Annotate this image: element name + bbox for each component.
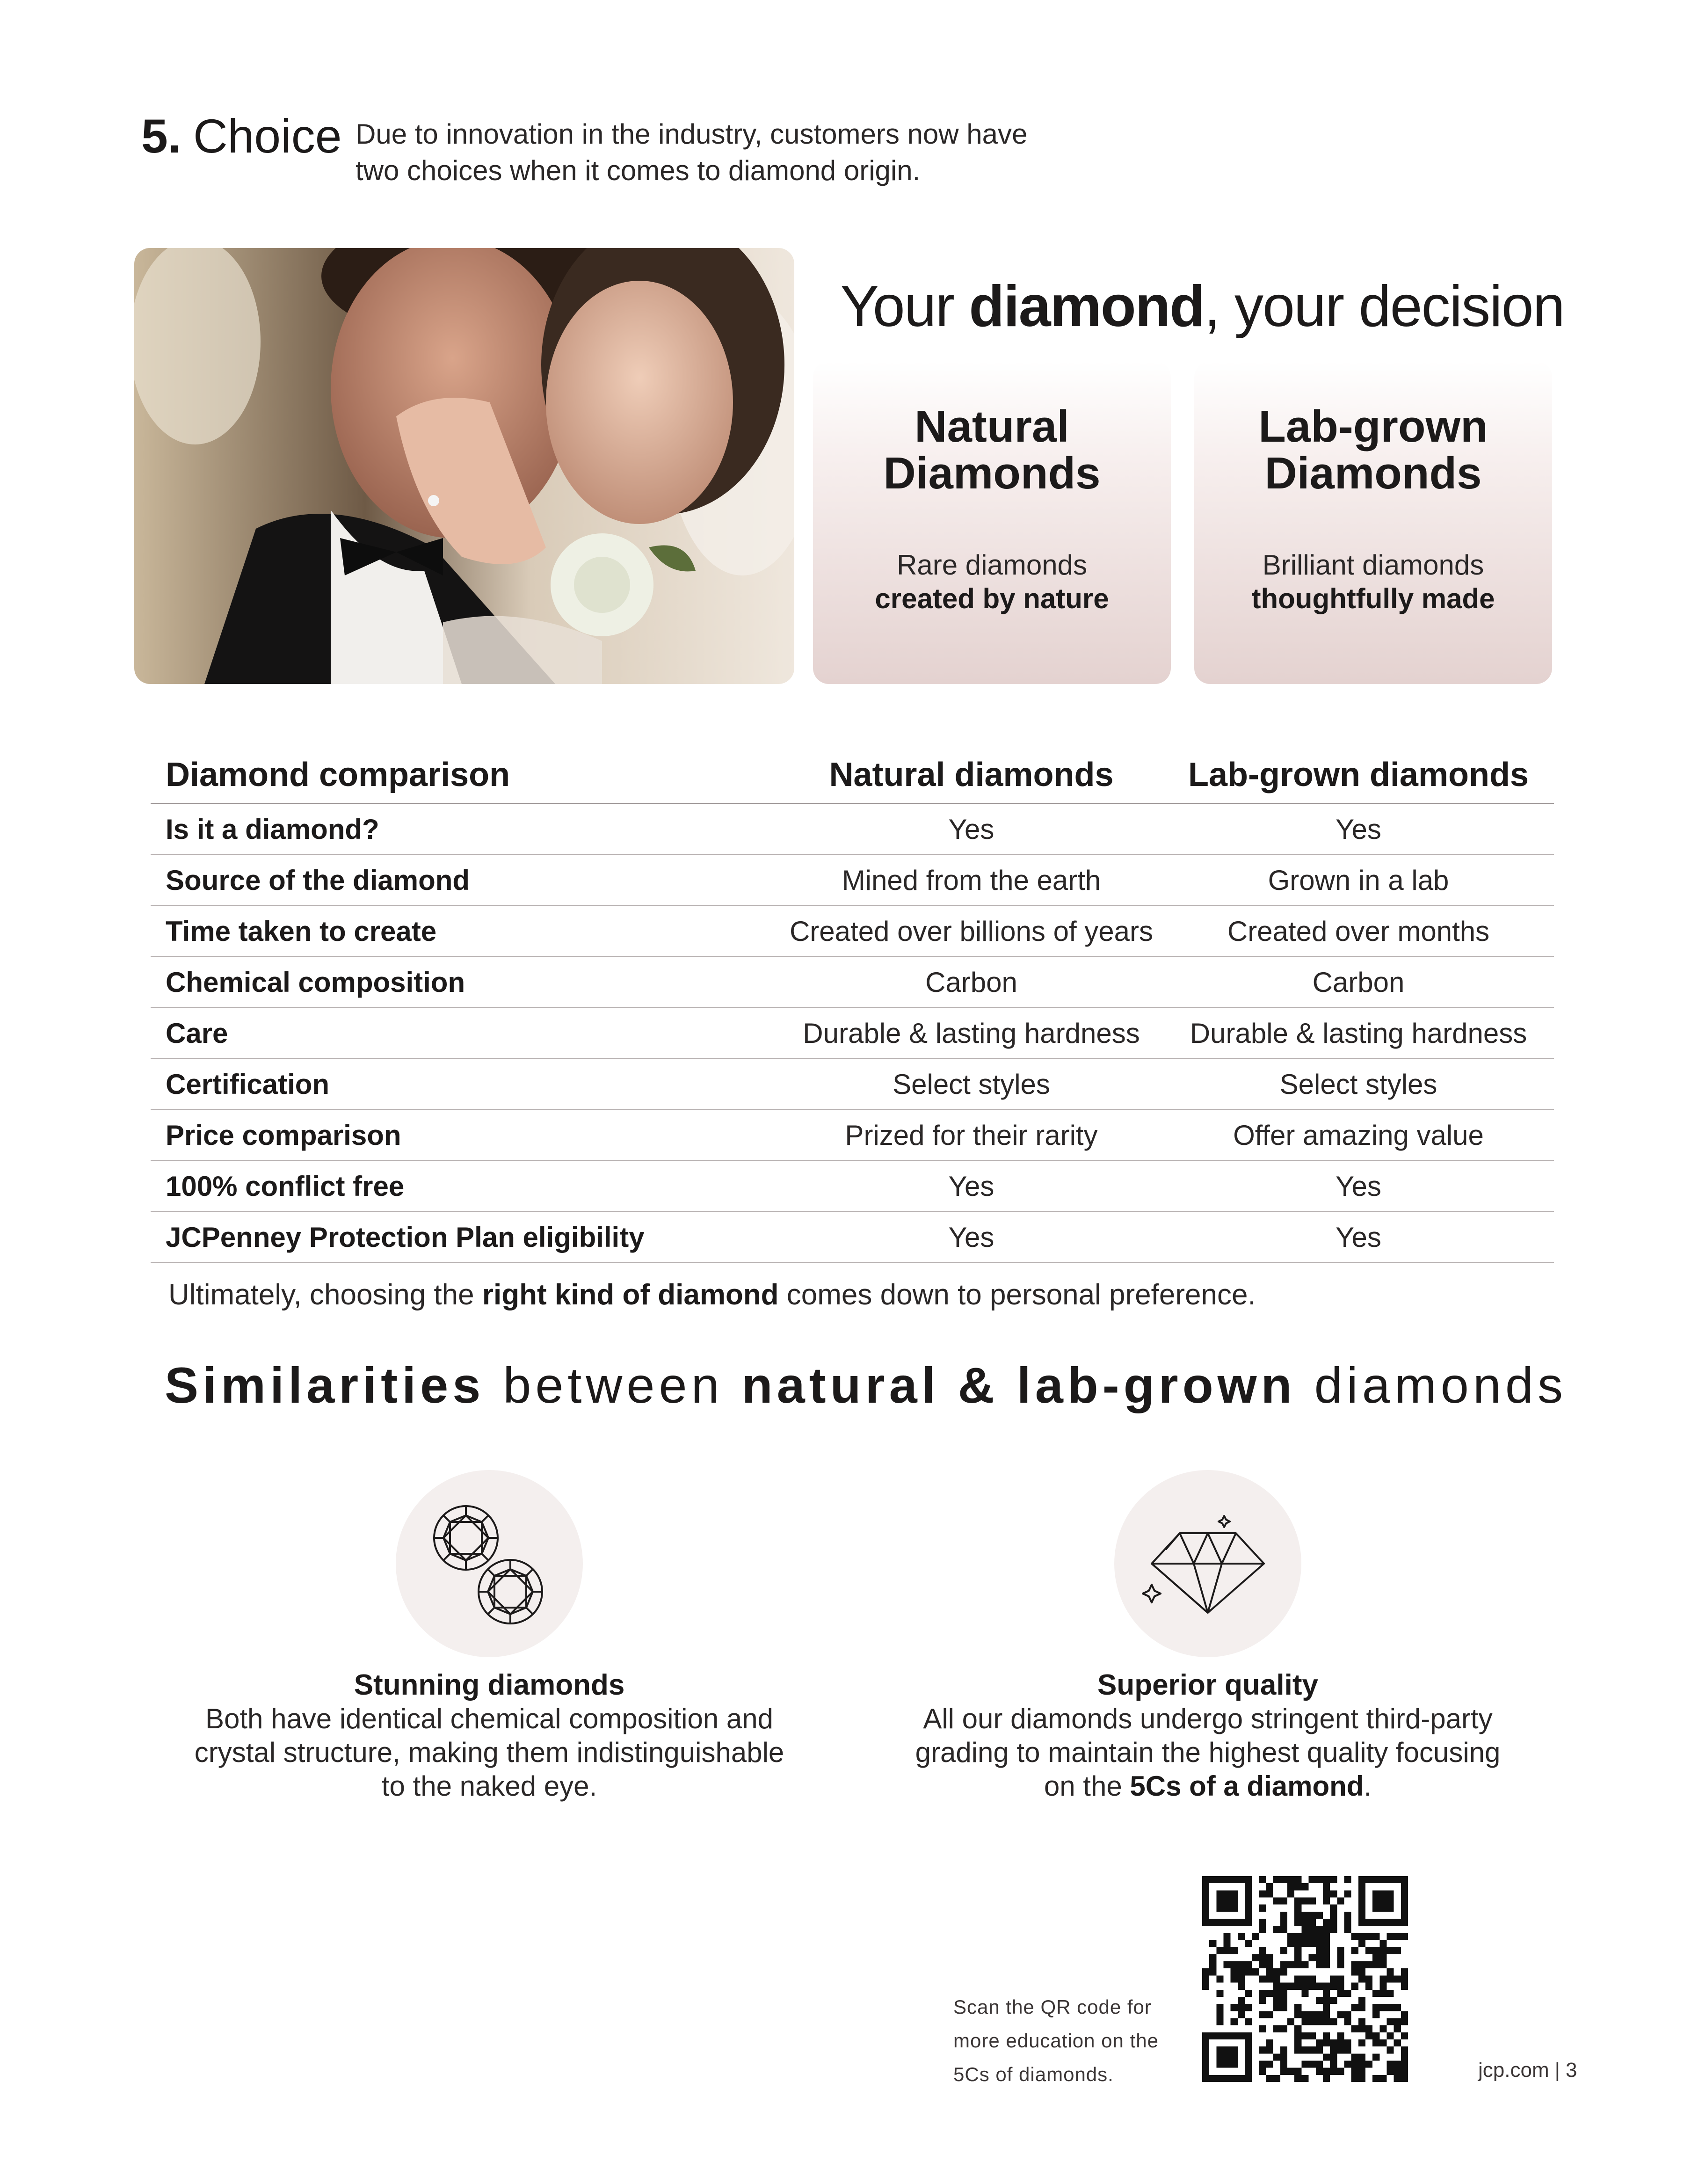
lab-grown-cell: Carbon — [1312, 966, 1405, 998]
natural-cell: Prized for their rarity — [845, 1119, 1098, 1151]
header-cell-lab-grown: Lab-grown diamonds — [1188, 756, 1529, 794]
header-cell-natural: Natural diamonds — [829, 756, 1114, 794]
row-label: 100% conflict free — [166, 1170, 405, 1202]
section-number: 5. — [141, 109, 181, 163]
similarity-stunning-diamonds — [162, 1668, 817, 1803]
row-label: Certification — [166, 1068, 330, 1100]
qr-caption — [953, 1990, 1187, 2091]
qr-caption-line: Scan the QR code for — [953, 1996, 1152, 2018]
row-label: Source of the diamond — [166, 864, 470, 896]
card-subtitle-line-2: created by nature — [875, 583, 1109, 614]
card-title-line-2: Diamonds — [883, 448, 1101, 498]
natural-cell: Durable & lasting hardness — [803, 1017, 1140, 1049]
couple-photo — [134, 248, 794, 684]
qr-code[interactable] — [1202, 1876, 1408, 2082]
lab-grown-cell: Yes — [1336, 813, 1381, 845]
natural-cell: Yes — [948, 1170, 994, 1202]
lab-grown-cell: Durable & lasting hardness — [1190, 1017, 1527, 1049]
lab-grown-cell: Select styles — [1279, 1068, 1437, 1100]
table-row — [151, 1161, 1554, 1212]
card-subtitle-line-1: Rare diamonds — [897, 549, 1087, 581]
card-subtitle-line-2: thoughtfully made — [1251, 583, 1495, 614]
row-label: JCPenney Protection Plan eligibility — [166, 1221, 645, 1253]
similarity-text-line: All our diamonds undergo stringent third-party — [923, 1703, 1493, 1734]
qr-caption-line: more education on the — [953, 2030, 1159, 2052]
lab-grown-cell: Yes — [1336, 1221, 1381, 1253]
decision-title-bold: diamond — [969, 274, 1205, 339]
header-cell-feature: Diamond comparison — [166, 756, 510, 794]
table-row — [151, 1008, 1554, 1059]
table-row — [151, 1212, 1554, 1263]
table-row — [151, 1110, 1554, 1161]
decision-title-post: , your decision — [1204, 274, 1564, 339]
lab-grown-cell: Offer amazing value — [1233, 1119, 1484, 1151]
card-title-line-1: Lab-grown — [1258, 401, 1488, 451]
decision-title-pre: Your — [840, 274, 969, 339]
table-row — [151, 855, 1554, 906]
natural-cell: Yes — [948, 1221, 994, 1253]
table-row — [151, 906, 1554, 957]
table-row — [151, 1059, 1554, 1110]
lab-grown-diamonds-card — [1194, 361, 1552, 684]
footer — [1478, 2059, 1577, 2082]
card-title-line-2: Diamonds — [1264, 448, 1482, 498]
natural-cell: Carbon — [925, 966, 1017, 998]
similarity-text-line: crystal structure, making them indistinguishable — [194, 1737, 784, 1768]
two-round-diamonds-icon — [396, 1470, 583, 1657]
intro-line-1: Due to innovation in the industry, customers now have — [356, 118, 1028, 150]
row-label: Time taken to create — [166, 915, 437, 947]
sparkling-diamond-icon — [1114, 1470, 1301, 1657]
natural-diamonds-card — [813, 361, 1171, 684]
intro-line-2: two choices when it comes to diamond origin. — [356, 155, 921, 186]
lab-grown-cell: Yes — [1336, 1170, 1381, 1202]
line-post: . — [1364, 1770, 1372, 1802]
section-title: Choice — [193, 109, 342, 163]
conclusion-text — [168, 1276, 1256, 1314]
heading-part-4: diamonds — [1296, 1357, 1567, 1413]
similarity-text-line: grading to maintain the highest quality focusing — [915, 1737, 1501, 1768]
natural-cell: Created over billions of years — [789, 915, 1154, 947]
conclusion-post: comes down to personal preference. — [778, 1279, 1256, 1311]
conclusion-bold: right kind of diamond — [482, 1279, 779, 1311]
conclusion-pre: Ultimately, choosing the — [168, 1279, 482, 1311]
table-row — [151, 957, 1554, 1008]
lab-grown-cell: Created over months — [1227, 915, 1490, 947]
row-label: Is it a diamond? — [166, 813, 379, 845]
similarity-title: Superior quality — [1097, 1669, 1318, 1701]
intro-text — [356, 116, 1085, 189]
row-label: Price comparison — [166, 1119, 401, 1151]
card-title-line-1: Natural — [915, 401, 1069, 451]
card-subtitle-line-1: Brilliant diamonds — [1262, 549, 1484, 581]
table-row — [151, 804, 1554, 855]
line-pre: on the — [1044, 1770, 1130, 1802]
row-label: Care — [166, 1017, 228, 1049]
qr-caption-line: 5Cs of diamonds. — [953, 2063, 1114, 2085]
decision-title — [809, 274, 1595, 339]
similarities-heading — [165, 1355, 1567, 1416]
card-title — [1194, 403, 1552, 497]
similarity-text-line: Both have identical chemical composition and — [205, 1703, 774, 1734]
natural-cell: Yes — [948, 813, 994, 845]
heading-part-1: Similarities — [165, 1357, 485, 1413]
similarity-text-line: to the naked eye. — [381, 1770, 597, 1802]
page-number: 3 — [1566, 2059, 1577, 2082]
similarity-superior-quality — [880, 1668, 1535, 1803]
natural-cell: Select styles — [893, 1068, 1050, 1100]
heading-part-3: natural & lab-grown — [741, 1357, 1296, 1413]
qr-code-graphic — [1202, 1876, 1408, 2082]
footer-separator: | — [1554, 2059, 1561, 2082]
natural-cell: Mined from the earth — [842, 864, 1101, 896]
heading-part-2: between — [485, 1357, 742, 1413]
similarity-text-line — [880, 1769, 1535, 1803]
similarity-title: Stunning diamonds — [354, 1669, 625, 1701]
table-header — [151, 747, 1554, 804]
footer-site: jcp.com — [1478, 2059, 1549, 2082]
lab-grown-cell: Grown in a lab — [1268, 864, 1449, 896]
card-title — [813, 403, 1171, 497]
five-cs-link-text: 5Cs of a diamond — [1130, 1770, 1364, 1802]
comparison-table — [151, 747, 1554, 1263]
row-label: Chemical composition — [166, 966, 465, 998]
